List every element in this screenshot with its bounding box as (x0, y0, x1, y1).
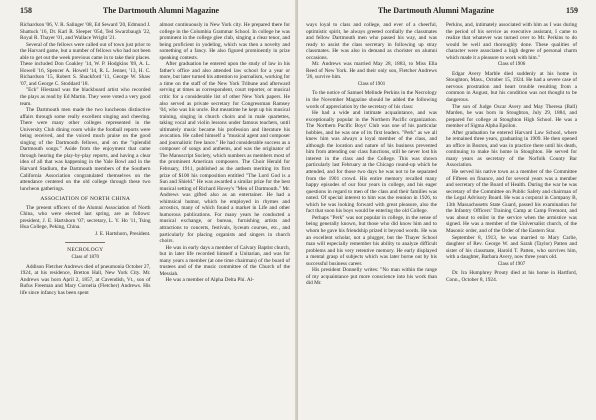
left-running-head (20, 6, 290, 18)
section-heading-north-china: ASSOCIATION OF NORTH CHINA (40, 196, 131, 203)
paragraph: Richardson '06, V. R. Salinger '08, Ed Seward '20, Edmund J. Shattuck '16, Dr. Karl R. Sleeper '05d, Ted Swarzbaugh '22, Royal R. Thayer '01, and Wallace Wright '21. (20, 22, 151, 42)
paragraph: Perhaps "Perk" was not popular in college, in the sense of being generally known, but those who did know him and to whom he gave his friendship prized it beyond words. He was an excellent scholar, not a plugger, but the Thayer School man will especially remember his ability to analyze difficult problems and his very retentive memory. He early displayed a mental grasp of subjects which was later borne out by his successful business career. (306, 214, 437, 267)
paragraph: His president Donnelly writes: "No man within the range of my acquaintance put more conscience into his work than did Mr. (306, 267, 437, 287)
left-column-1 (20, 22, 151, 296)
class-heading: Class of 1906 (497, 62, 526, 68)
right-page-number: 159 (565, 6, 578, 15)
paragraph: The present officers of the Alumni Association of North China, who were elected last spring, are as follows: president, J. E. Hartshorn '07; secretary, L. Y. Ho '11, Tsing Hua College, Peking, China. (20, 204, 151, 231)
paragraph: After graduation he entered upon the study of law in his father's office and also attended law school for a year or more, but later turned his attention to journalism, working for a time on the staff of the New York Tribune and afterward serving at times as correspondent, court reporter, or musical critic for a considerable list of other New York papers. He also served as private secretary for Congressman Ramsey '04, who was his uncle. But meantime he kept up his musical training, singing in church choirs and in male quartettes, taking vocal and violin lessons under famous teachers, until ultimately music became his profession and literature his avocation. He called himself a "musical agent and composer and journalistic free lance." He had considerable success as a composer of songs and anthems, and was the originator of The Manuscript Society, which numbers as members most of the prominent American composers. The Choir Herald for February, 1911, published as the anthem meriting its first prize of $100 his composition entitled "The Lord God is a Sun and Shield." He was awarded a similar prize for the best musical setting of Richard Hovey's "Men of Dartmouth." Mr. Andrews was gifted also as an entertainer. He had a whimsical humor, which he employed in rhymes and acrostics, many of which found a market in Life and other humorous publications. For many years he conducted a musical exchange, or bureau, furnishing artists and attractions to concerts, festivals, lyceum courses, etc., and particularly for placing organists and singers in church choirs. (159, 61, 290, 245)
right-columns (306, 22, 578, 287)
right-column-2 (446, 22, 577, 287)
right-magazine-title: The Dartmouth Alumni Magazine (377, 6, 495, 15)
left-magazine-title: The Dartmouth Alumni Magazine (102, 6, 220, 15)
paragraph: The Dartmouth men made the two luncheons distinctive affairs through some really excellent singing and cheering. There were many other colleges represented in the University Club dining room while the football reports were being received, and the voiced much praise on the good singing of the Dartmouth fellows, and on the "splendid Dartmouth songs." Aside from the enjoyment that came through hearing the play-by-play reports, and having a clear idea of all that was happening in the Yale Bowl and in the Harvard Stadium, the Dartmouth members of the Southern California Association congratulated themselves on the attendance centered on the old college through these two luncheon gatherings. (20, 107, 151, 192)
paragraph: "Eck" Hiestand was the blackboard artist who recorded the plays as read by Ed Martin. They were voted a very good team. (20, 87, 151, 107)
paragraph: To the notice of Samuel Melinde Perkins in the Necrology in the November Magazine should be added the following words of appreciation by the secretary of his class: (306, 90, 437, 110)
paragraph: The son of Judge Oscar Avery and May Theresa (Ball) Marden, he was born in Stoughton, July 29, 1884, and prepared for college at Stoughton High School. He was a member of Sigma Alpha Epsilon. (446, 103, 577, 130)
left-column-2 (160, 22, 291, 296)
class-heading: Class of 1870 (71, 255, 99, 261)
divider (65, 242, 105, 243)
class-heading: Class of 1901 (357, 81, 386, 87)
paragraph: Perkins, and, intimately associated with him as I was during the period of his service as executive assistant, I came to realize that whatever was turned over to Mr. Perkins to do would be well and thoroughly done. These qualities of character were associated a high degree of personal charm which made it a pleasure to work with him." (446, 22, 577, 61)
paragraph: He had a wide and intimate acquaintance, and was exceptionally popular in the Northern Pacific organization. The Northern Pacific Boys' Club was one of his particular hobbies, and he was one of its first leaders. "Perk" as we all knew him was always a loyal member of the class, and although the location and nature of his business prevented him from attending our class functions, still he never lost his interest in the class and the College. This was shown particularly last February at the Chicago round-up which he attended, and for those two days he was not to be separated from the 1901 crowd. His entire memory recalled many happy episodes of our four years in college, and his eager questions in regard to men of the class and their families was noted. Of special interest to him was the reunion in 1926, to which he was looking forward with great pleasure, also the fact that soon his boys would be entering the old College. (306, 110, 437, 215)
paragraph: After graduation he entered Harvard Law School, where he remained three years, graduating in 1909. He then opened an office in Boston, and was in practice there until his death, continuing to make his home in Stoughton. He served for many years as secretary of the Norfolk County Bar Association. (446, 129, 577, 169)
right-running-head (306, 6, 578, 18)
paragraph: He served his native town as a member of the Committee of Fifteen on finance, and for several years was a member and secretary of the Board of Health. During the war he was secretary of the Committee on Public Safety and chairman of the Legal Advisory Board. He was a corporal in Company B, 13th Massachusetts State Guard, passed his examination for the Infantry Officers' Training Camp at Camp Fremont, and was about to enlist in the service when the armistice was signed. He was a member of the Universalist church, of the Masonic order, and of the Order of the Eastern Star. (446, 169, 577, 234)
paragraph: He was a member of Alpha Delta Phi. Al- (165, 277, 254, 284)
left-columns (20, 22, 290, 296)
left-page-number: 158 (20, 6, 32, 15)
section-heading-necrology: NECROLOGY (67, 246, 104, 253)
paragraph: Dr. Ira Humphrey Prouty died at his home in Hartford, Conn., October 8, 1924. (446, 270, 577, 283)
paragraph: almost continuously in New York city. He prepared there for college in the Columbia Grammar School. In college he was prominent in the college glee club, singing a clear tenor, and being proficient in yodeling, which was then a novelty and something of a fancy. He also figured prominently in prize speaking contests. (159, 22, 290, 61)
paragraph: Several of the fellows were called out of town just prior to the Harvard game, but a number of fellows who had not been able to get out the week previous came in to take their places. These included Don Coakley '14, W. P. Hodgkins '09, A. L. Howell '16, Spencer A. Howell '14, R. L. Jenner, '13, H. C. Richardson '15, Robert S. Shackford '11, George W. Shaw '07, and George C. Stoddard '18. (20, 41, 151, 87)
class-heading: Class of 1907 (497, 261, 526, 267)
paragraph: Edgar Avery Marble died suddenly at his home in Stoughton, Mass., October 15, 1924. He had a severe case of nervous prostration and heart trouble resulting from a common in August, but his condition was not thought to be dangerous. (446, 70, 577, 104)
signature: J. E. Hartshorn, President. (95, 230, 151, 237)
right-column-1 (306, 22, 437, 287)
paragraph: Mr. Andrews was married May 28, 1883, to Miss Ella Reed of New York. He and their only son, Fletcher Andrews '26, survive him. (306, 61, 437, 81)
paragraph: ways loyal to class and college, and ever of a cheerful, optimistic spirit, he always greeted cordially the classmates and fellow Dartmouth men who passed his way, and was ready to assist the class secretary in following up stray classmates. He was also in demand as chorister on alumni occasions. (306, 22, 437, 61)
paragraph: He was in early days a member of Calvary Baptist church, but in later life recorded himself a Unitarian, and was for many years a member (at one time chairman) of the board of trustees and of the music committee of the Church of the Messiah. (159, 244, 290, 277)
right-page (298, 0, 596, 420)
paragraph: Addison Fletcher Andrews died of pneumonia October 27, 1924, at his residence, Bretton Hall, New York City. Mr. Andrews was born April 2, 1857, at Cavendish, Vt., son of Rufus Freeman and Mary Cornelia (Fletcher) Andrews. His life since infancy has been spent (20, 263, 151, 296)
paragraph: September 8, 1913, he was married to Mary Carlie, daughter of Rev. George W. and Sarah (Taylor) Patten and sister of his classmate, Harold T. Patten, who survives him, with a daughter, Barbara Avery, now three years old. (446, 234, 577, 261)
